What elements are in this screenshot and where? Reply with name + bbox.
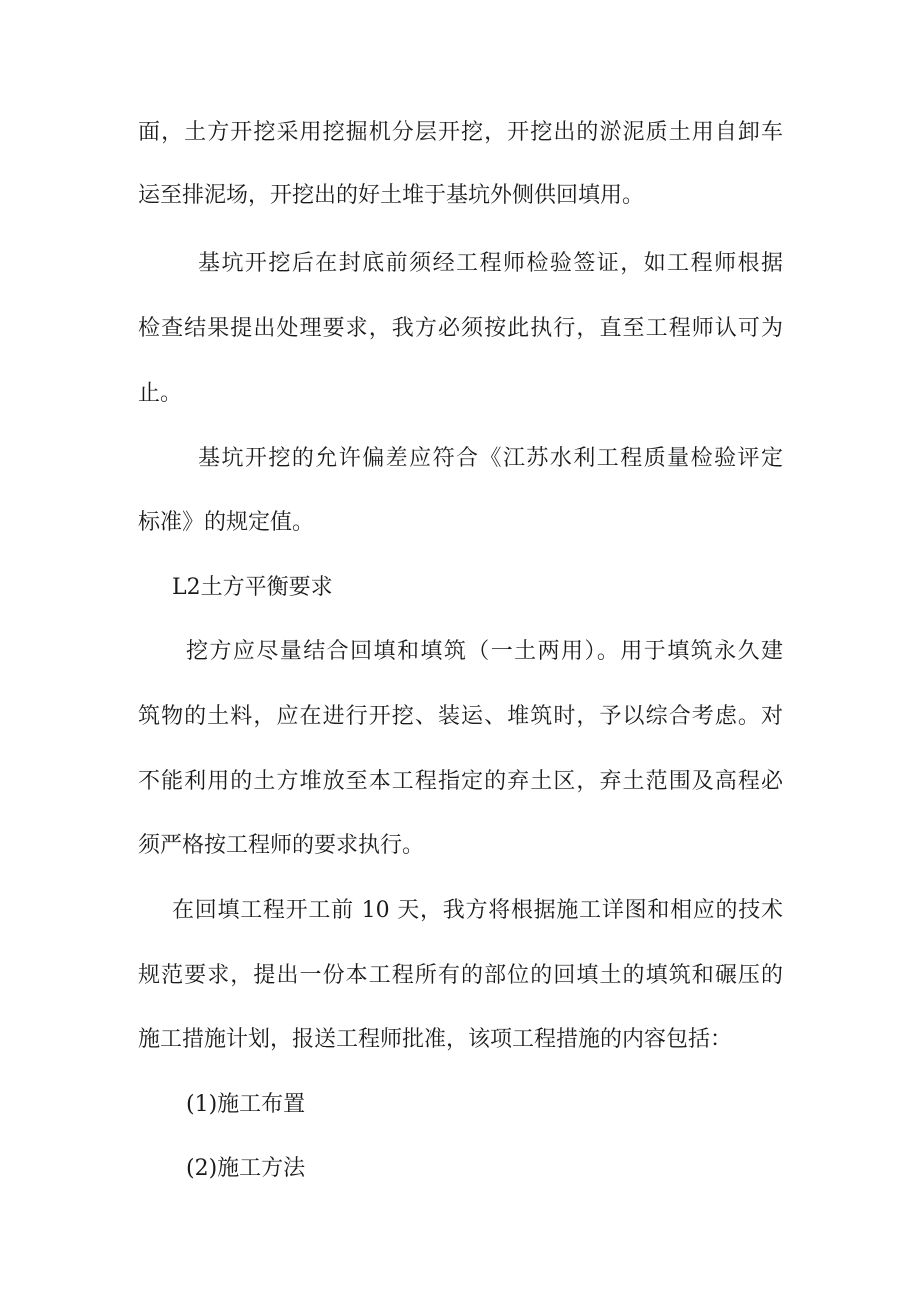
paragraph-line: 筑物的土料，应在进行开挖、装运、堆筑时，予以综合考虑。对 <box>138 704 783 729</box>
list-item: (1)施工布置 <box>186 1092 306 1117</box>
paragraph-line: 挖方应尽量结合回填和填筑（一土两用）。用于填筑永久建 <box>186 639 783 664</box>
paragraph-line: 不能利用的土方堆放至本工程指定的弃土区，弃土范围及高程必 <box>138 769 783 794</box>
paragraph-line: 施工措施计划，报送工程师批准，该项工程措施的内容包括： <box>138 1027 733 1052</box>
paragraph-line: 面，土方开挖采用挖掘机分层开挖，开挖出的淤泥质土用自卸车 <box>138 120 783 145</box>
paragraph-line: 基坑开挖后在封底前须经工程师检验签证，如工程师根据 <box>198 251 783 276</box>
section-heading: L2土方平衡要求 <box>172 575 333 600</box>
paragraph-line: 规范要求，提出一份本工程所有的部位的回填土的填筑和碾压的 <box>138 963 783 988</box>
paragraph-line: 在回填工程开工前 10 天，我方将根据施工详图和相应的技术 <box>172 898 783 923</box>
paragraph-line: 运至排泥场，开挖出的好土堆于基坑外侧供回填用。 <box>138 183 645 208</box>
paragraph-line: 须严格按工程师的要求执行。 <box>138 833 425 858</box>
paragraph-line: 基坑开挖的允许偏差应符合《江苏水利工程质量检验评定 <box>198 446 783 471</box>
paragraph-line: 检查结果提出处理要求，我方必须按此执行，直至工程师认可为 <box>138 316 783 341</box>
list-item: (2)施工方法 <box>186 1156 306 1181</box>
paragraph-line: 止。 <box>138 381 183 406</box>
paragraph-line: 标准》的规定值。 <box>138 510 315 535</box>
